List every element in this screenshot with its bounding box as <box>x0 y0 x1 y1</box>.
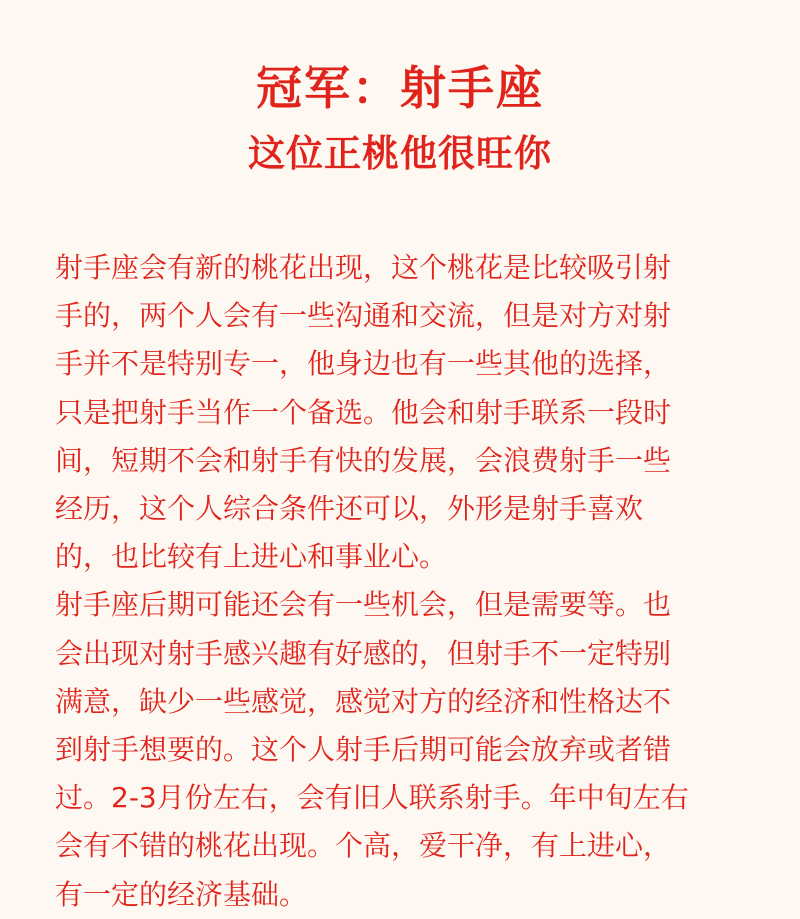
body-line: 到射手想要的。这个人射手后期可能会放弃或者错 <box>55 733 672 767</box>
body-line: 满意，缺少一些感觉，感觉对方的经济和性格达不 <box>55 684 672 718</box>
article-subtitle: 这位正桃他很旺你 <box>248 132 552 175</box>
body-line: 射手座后期可能还会有一些机会，但是需要等。也 <box>55 588 672 622</box>
body-line: 过。2-3月份左右，会有旧人联系射手。年中旬左右 <box>55 781 689 815</box>
body-line: 会有不错的桃花出现。个高，爱干净，有上进心， <box>55 829 672 863</box>
body-line: 间，短期不会和射手有快的发展，会浪费射手一些 <box>55 443 672 477</box>
body-line: 有一定的经济基础。 <box>55 877 308 911</box>
body-line: 手并不是特别专一，他身边也有一些其他的选择， <box>55 347 672 381</box>
body-line: 的，也比较有上进心和事业心。 <box>55 540 448 574</box>
body-line: 会出现对射手感兴趣有好感的，但射手不一定特别 <box>55 636 672 670</box>
article-title: 冠军：射手座 <box>256 61 544 115</box>
body-line: 经历，这个人综合条件还可以，外形是射手喜欢 <box>55 492 644 526</box>
body-line: 只是把射手当作一个备选。他会和射手联系一段时 <box>55 395 672 429</box>
body-line: 手的，两个人会有一些沟通和交流，但是对方对射 <box>55 299 672 333</box>
body-line: 射手座会有新的桃花出现，这个桃花是比较吸引射 <box>55 251 672 284</box>
article-body <box>55 244 775 919</box>
